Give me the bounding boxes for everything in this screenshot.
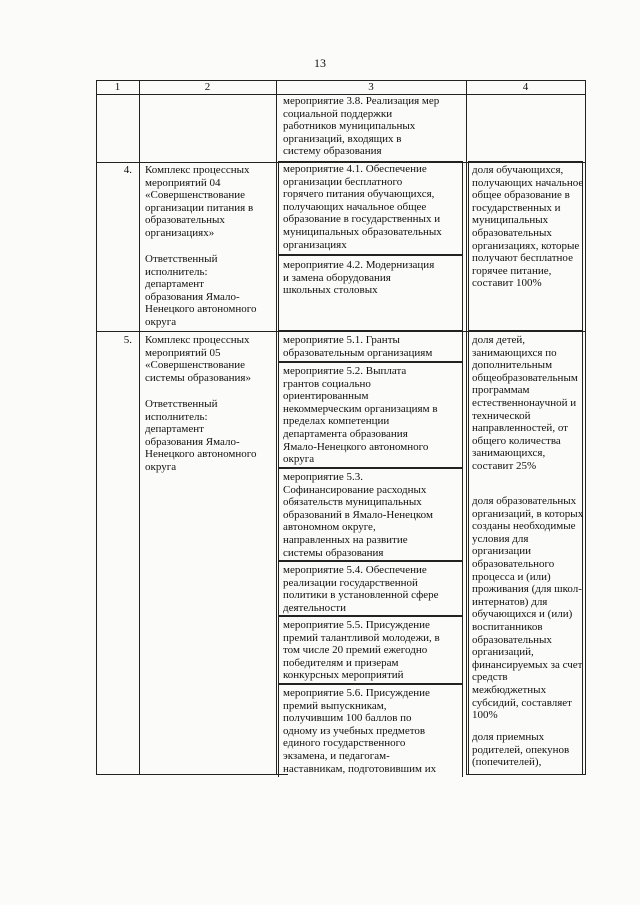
header-col-2: 2: [204, 81, 211, 93]
indicator-4: доля обучающихся, получающих начальное общее образование в государственных и муниципальных образовательных организациях, которые получают бесплатное горячее питание, составит 100%: [472, 164, 584, 290]
activity-5-2: мероприятие 5.2. Выплата грантов социально ориентированным некоммерческим организациям в пределах компетенции департамента образования Ямало-Ненецкого автономного округа: [283, 365, 438, 466]
activity-5-4: мероприятие 5.4. Обеспечение реализации государственной политики в установленной сфере деятельности: [283, 564, 439, 614]
complex-05-responsible: Ответственный исполнитель: департамент образования Ямало- Ненецкого автономного округа: [145, 398, 257, 473]
header-col-1: 1: [114, 81, 121, 93]
activity-5-1: мероприятие 5.1. Гранты образовательным организациям: [283, 334, 433, 359]
activity-5-6: мероприятие 5.6. Присуждение премий выпускникам, получившим 100 баллов по одному из учебных предметов единого государственного экзамена, и педагогам- наставникам, подготовившим их: [283, 687, 437, 775]
activity-4-1: мероприятие 4.1. Обеспечение организации бесплатного горячего питания обучающихся, получающих начальное общее образование в государственных и муниципальных образовательных организациях: [283, 163, 442, 251]
indicator-5-foster-parents: доля приемных родителей, опекунов (попечителей),: [472, 731, 570, 769]
header-col-4: 4: [522, 81, 529, 93]
header-col-3: 3: [368, 81, 374, 93]
complex-04-responsible: Ответственный исполнитель: департамент образования Ямало- Ненецкого автономного округа: [145, 253, 257, 328]
row-number: 4.: [123, 164, 132, 176]
row-number: 5.: [123, 334, 132, 346]
activity-5-3: мероприятие 5.3. Софинансирование расходных обязательств муниципальных образований в Ямало-Ненецком автономном округе, направленных на развитие системы образования: [283, 471, 433, 559]
activity-3-8: мероприятие 3.8. Реализация мер социальной поддержки работников муниципальных организаций, входящих в систему образования: [283, 95, 440, 158]
indicator-5-organizations: доля образовательных организаций, в которых созданы необходимые условия для организации образовательного процесса и (или) проживания (для школ- интернатов) для обучающихся и (или) воспитанников образовательных организаций, финансируемых за счет средств межбюджетных субсидий, составляет 100%: [472, 495, 584, 722]
indicator-5-children: доля детей, занимающихся по дополнительным общеобразовательным программам естественнонаучной и технической направленностей, от общего количества занимающихся, составит 25%: [472, 334, 578, 472]
complex-04-title: Комплекс процессных мероприятий 04 «Совершенствование организации питания в образовательных организациях»: [145, 164, 254, 239]
activity-4-2: мероприятие 4.2. Модернизация и замена оборудования школьных столовых: [283, 259, 435, 297]
complex-05-title: Комплекс процессных мероприятий 05 «Совершенствование системы образования»: [145, 334, 251, 384]
activity-5-5: мероприятие 5.5. Присуждение премий талантливой молодежи, в том числе 20 премий ежегодно победителям и призерам конкурсных мероприятий: [283, 619, 440, 682]
page-number: 13: [314, 56, 326, 70]
